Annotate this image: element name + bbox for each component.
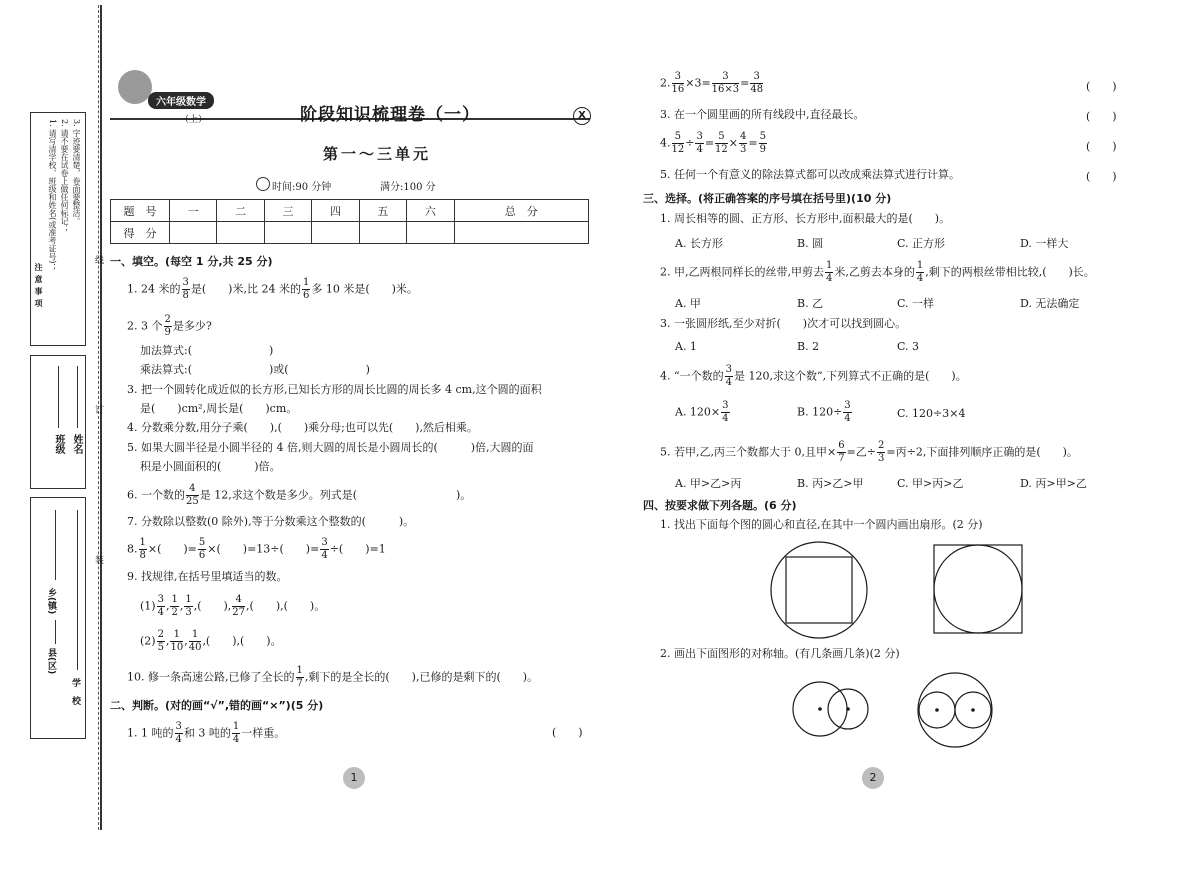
score-table-header-row — [111, 200, 589, 222]
option-3-4-c[interactable]: C. 120÷3×4 — [897, 407, 966, 420]
option-3-2-b[interactable]: B. 乙 — [797, 297, 824, 310]
name-field[interactable] — [77, 366, 78, 428]
name-label: 姓名 — [71, 434, 82, 454]
binding-strip — [0, 0, 110, 870]
question-1-5a: 5. 如果大圆半径是小圆半径的 4 倍,则大圆的周长是小圆周长的( )倍,大圆的面 — [127, 441, 534, 454]
question-3-5: 5. 若甲,乙,丙三个数都大于 0,且甲× $\frac{6}{7}$ =乙÷ $\frac{2}{3}$ =丙÷2,下面排列顺序正确的是( )。 — [660, 440, 1078, 464]
score-cell: 总 分 — [454, 200, 588, 222]
score-cell: 得 分 — [111, 222, 170, 244]
question-1-9: 9. 找规律,在括号里填适当的数。 — [127, 570, 288, 583]
question-1-2: 2. 3 个 $\frac{2}{9}$ 是多少? — [127, 314, 212, 338]
question-3-3: 3. 一张圆形纸,至少对折( )次才可以找到圆心。 — [660, 317, 907, 330]
option-3-4-a[interactable]: A. 120× $\frac{3}{4}$ — [675, 400, 729, 424]
score-cell: 六 — [407, 200, 454, 222]
question-1-6: 6. 一个数的 $\frac{4}{25}$ 是 12,求这个数是多少。列式是( )。 — [127, 483, 472, 507]
answer-paren-2-1[interactable]: ( ) — [552, 726, 583, 739]
question-2-1: 1. 1 吨的 $\frac{3}{4}$ 和 3 吨的 $\frac{1}{4}$ 一样重。 — [127, 721, 286, 745]
class-name-box — [30, 355, 86, 489]
question-3-4: 4. “一个数的 $\frac{3}{4}$ 是 120,求这个数”,下列算式不正确的是( )。 — [660, 364, 967, 388]
version-badge: X — [573, 107, 591, 125]
question-3-2: 2. 甲,乙两根同样长的丝带,甲剪去 $\frac{1}{4}$ 米,乙剪去本身的 $\frac{1}{4}$ ,剩下的两根丝带相比较,( )长。 — [660, 260, 1095, 284]
class-label: 班级 — [53, 434, 64, 454]
paper-title: 阶段知识梳理卷（一） — [300, 105, 480, 125]
answer-paren-2-3[interactable]: ( ) — [1086, 110, 1117, 123]
seal-char-2: 订 — [93, 405, 103, 414]
figure-4-2[interactable] — [790, 670, 1000, 750]
score-input-cell[interactable] — [312, 222, 359, 244]
answer-paren-2-4[interactable]: ( ) — [1086, 140, 1117, 153]
option-3-5-b[interactable]: B. 丙>乙>甲 — [797, 477, 864, 490]
square-with-inscribed-circle[interactable] — [934, 545, 1022, 633]
score-cell: 四 — [312, 200, 359, 222]
option-3-1-c[interactable]: C. 正方形 — [897, 237, 946, 250]
full-score: 满分:100 分 — [380, 182, 436, 193]
term-label: （上） — [180, 115, 208, 125]
question-1-3b: 是( )cm²,周长是( )cm。 — [140, 402, 298, 415]
question-1-4: 4. 分数乘分数,用分子乘( ),( )乘分母;也可以先( ),然后相乘。 — [127, 421, 478, 434]
score-cell: 一 — [170, 200, 217, 222]
section-4-title: 四、按要求做下列各题。(6 分) — [643, 499, 797, 512]
county-field[interactable] — [55, 510, 56, 580]
school-box — [30, 497, 86, 739]
question-1-7: 7. 分数除以整数(0 除外),等于分数乘这个整数的( )。 — [127, 515, 415, 528]
question-1-8: 8. $\frac{1}{8}$ ×( )= $\frac{5}{6}$ ×( )=13÷( )= $\frac{3}{4}$ ÷( )=1 — [127, 537, 386, 561]
question-1-5b: 积是小圆面积的( )倍。 — [140, 460, 281, 473]
circle-with-inscribed-square[interactable] — [771, 542, 867, 638]
county-label: 县(区) — [46, 648, 56, 675]
question-4-1: 1. 找出下面每个图的圆心和直径,在其中一个圆内画出扇形。(2 分) — [660, 518, 983, 531]
seal-char-3: 装 — [93, 555, 103, 564]
score-input-cell[interactable] — [170, 222, 217, 244]
section-1-title: 一、填空。(每空 1 分,共 25 分) — [110, 255, 273, 268]
score-cell: 三 — [264, 200, 311, 222]
answer-paren-2-2[interactable]: ( ) — [1086, 80, 1117, 93]
score-table-score-row — [111, 222, 589, 244]
option-3-1-b[interactable]: B. 圆 — [797, 237, 824, 250]
figure-4-1[interactable] — [770, 540, 1030, 640]
note-2: 2. 请不要在试卷上做任何标记； — [60, 119, 69, 234]
option-3-5-a[interactable]: A. 甲>乙>丙 — [675, 477, 742, 490]
overlapping-circles[interactable] — [793, 682, 868, 736]
notes-title: 注意事项 — [34, 263, 43, 311]
question-1-1: 1. 24 米的 $\frac{3}{8}$ 是( )米,比 24 米的 $\frac{1}{6}$ 多 10 米是( )米。 — [127, 277, 418, 301]
school-label: 学 校 — [70, 678, 80, 705]
class-field[interactable] — [58, 366, 59, 428]
answer-paren-2-5[interactable]: ( ) — [1086, 170, 1117, 183]
score-table — [110, 199, 589, 244]
option-3-2-a[interactable]: A. 甲 — [675, 297, 701, 310]
score-cell: 二 — [217, 200, 264, 222]
town-field[interactable] — [55, 620, 56, 644]
question-1-9-2: (2) $\frac{2}{5}$ , $\frac{1}{10}$ , $\frac{1}{40}$ ,( ),( )。 — [140, 629, 282, 653]
notes-box — [30, 112, 86, 346]
score-input-cell[interactable] — [454, 222, 588, 244]
option-3-2-c[interactable]: C. 一样 — [897, 297, 935, 310]
question-2-2: 2. $\frac{3}{16}$ ×3= $\frac{3}{16\times 3}$ = $\frac{3}{48}$ — [660, 71, 764, 95]
page-number-left: 1 — [343, 767, 365, 789]
option-3-4-b[interactable]: B. 120÷ $\frac{3}{4}$ — [797, 400, 851, 424]
exam-time: 时间:90 分钟 — [272, 182, 332, 193]
score-input-cell[interactable] — [359, 222, 406, 244]
clock-icon — [256, 177, 270, 191]
question-3-1: 1. 周长相等的圆、正方形、长方形中,面积最大的是( )。 — [660, 212, 951, 225]
option-3-1-d[interactable]: D. 一样大 — [1020, 237, 1069, 250]
option-3-1-a[interactable]: A. 长方形 — [675, 237, 723, 250]
option-3-5-c[interactable]: C. 甲>丙>乙 — [897, 477, 964, 490]
section-2-title: 二、判断。(对的画“√”,错的画“×”)(5 分) — [110, 699, 324, 712]
question-1-9-1: (1) $\frac{3}{4}$ , $\frac{1}{2}$ , $\frac{1}{3}$ ,( ), $\frac{4}{27}$ ,( ),( )。 — [140, 594, 326, 618]
score-input-cell[interactable] — [264, 222, 311, 244]
question-2-5: 5. 任何一个有意义的除法算式都可以改成乘法算式进行计算。 — [660, 168, 960, 181]
option-3-2-d[interactable]: D. 无法确定 — [1020, 297, 1080, 310]
question-2-3: 3. 在一个圆里画的所有线段中,直径最长。 — [660, 108, 865, 121]
grade-badge: 六年级数学 — [148, 92, 214, 109]
section-3-title: 三、选择。(将正确答案的序号填在括号里)(10 分) — [643, 192, 892, 205]
question-1-2-mul: 乘法算式:( )或( ) — [140, 363, 370, 376]
option-3-3-a[interactable]: A. 1 — [675, 340, 697, 353]
question-2-4: 4. $\frac{5}{12}$ ÷ $\frac{3}{4}$ = $\frac{5}{12}$ × $\frac{4}{3}$ = $\frac{5}{9}$ — [660, 131, 766, 155]
unit-title: 第一～三单元 — [323, 145, 432, 163]
question-1-2-add: 加法算式:( ) — [140, 344, 274, 357]
note-3: 3. 字迹要清楚，卷面要整洁。 — [72, 119, 81, 226]
question-4-2: 2. 画出下面图形的对称轴。(有几条画几条)(2 分) — [660, 647, 900, 660]
town-label: 乡(镇) — [46, 588, 56, 615]
note-1: 1. 请写清学校、班级和姓名(或准考证号)； — [48, 119, 57, 272]
question-1-3a: 3. 把一个圆转化成近似的长方形,已知长方形的周长比圆的周长多 4 cm,这个圆的面积 — [127, 383, 542, 396]
seal-dash-line — [98, 5, 99, 830]
score-input-cell[interactable] — [407, 222, 454, 244]
seal-char-1: 线 — [93, 255, 103, 264]
option-3-3-c[interactable]: C. 3 — [897, 340, 920, 353]
circle-with-two-inner-circles[interactable] — [918, 673, 992, 747]
option-3-5-d[interactable]: D. 丙>甲>乙 — [1020, 477, 1087, 490]
question-1-10: 10. 修一条高速公路,已修了全长的 $\frac{1}{7}$ ,剩下的是全长的( ),已修的是剩下的( )。 — [127, 665, 539, 689]
score-cell: 题 号 — [111, 200, 170, 222]
score-input-cell[interactable] — [217, 222, 264, 244]
score-cell: 五 — [359, 200, 406, 222]
school-field[interactable] — [77, 510, 78, 670]
option-3-3-b[interactable]: B. 2 — [797, 340, 820, 353]
page-number-right: 2 — [862, 767, 884, 789]
